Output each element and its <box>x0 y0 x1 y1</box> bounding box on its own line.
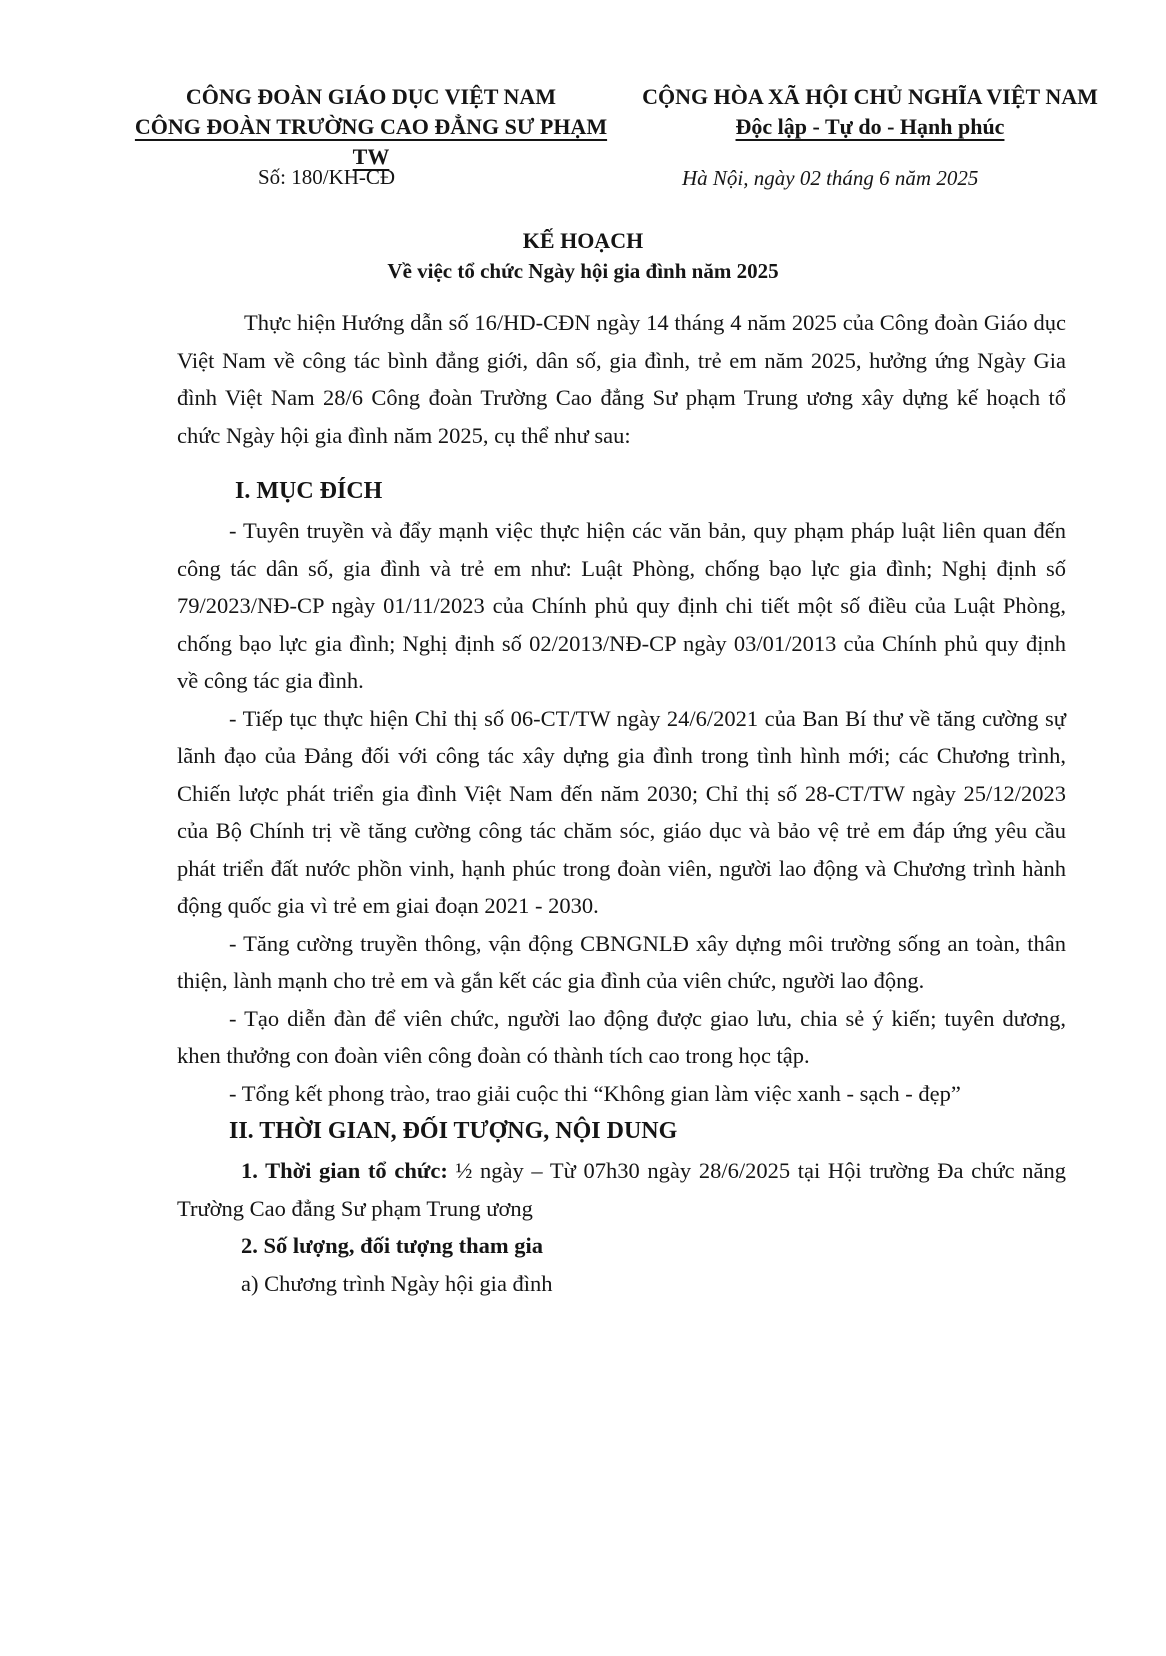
purpose-item-5: - Tổng kết phong trào, trao giải cuộc thi “Không gian làm việc xanh - sạch - đẹp” <box>229 1080 961 1106</box>
section-2-heading: II. THỜI GIAN, ĐỐI TƯỢNG, NỘI DUNG <box>229 1118 678 1144</box>
nation-line-1: CỘNG HÒA XÃ HỘI CHỦ NGHĨA VIỆT NAM <box>642 84 1098 109</box>
place-date: Hà Nội, ngày 02 tháng 6 năm 2025 <box>682 166 979 190</box>
time-text: ½ ngày – Từ 07h30 ngày 28/6/2025 tại Hội trường Đa chức năng Trường Cao đẳng Sư phạm Trung ương <box>177 1158 1066 1221</box>
participants-heading: 2. Số lượng, đối tượng tham gia <box>241 1233 543 1258</box>
org-line-2 <box>115 112 627 172</box>
nation-line-2 <box>640 112 1100 142</box>
section-1-heading: I. MỤC ĐÍCH <box>235 478 383 504</box>
issuing-organization <box>115 82 627 172</box>
participants-item-a: a) Chương trình Ngày hội gia đình <box>241 1270 553 1296</box>
purpose-item-1: - Tuyên truyền và đẩy mạnh việc thực hiện các văn bản, quy phạm pháp luật liên quan đến công tác dân số, gia đình và trẻ em như: Luật Phòng, chống bạo lực gia đình; Nghị định số 79/2023/NĐ-CP ngày 01/11/2023 của Chính phủ quy định chi tiết một số điều của Luật Phòng, chống bạo lực gia đình; Nghị định số 02/2013/NĐ-CP ngày 03/01/2013 của Chính phủ quy định về công tác gia đình. <box>177 518 1066 693</box>
title-subject: Về việc tổ chức Ngày hội gia đình năm 2025 <box>387 259 779 283</box>
document-number: Số: 180/KH-CĐ <box>258 165 396 189</box>
org-line-1: CÔNG ĐOÀN GIÁO DỤC VIỆT NAM <box>185 84 557 109</box>
purpose-item-4: - Tạo diễn đàn để viên chức, người lao động được giao lưu, chia sẻ ý kiến; tuyên dương, khen thưởng con đoàn viên công đoàn có thành tích cao trong học tập. <box>177 1005 1066 1068</box>
document-body <box>177 304 1066 1302</box>
time-paragraph <box>177 1152 1066 1227</box>
title-main: KẾ HOẠCH <box>522 228 644 253</box>
purpose-item-3: - Tăng cường truyền thông, vận động CBNGNLĐ xây dựng môi trường sống an toàn, thân thiện, lành mạnh cho trẻ em và gắn kết các gia đình của viên chức, người lao động. <box>177 930 1066 993</box>
intro-paragraph: Thực hiện Hướng dẫn số 16/HD-CĐN ngày 14 tháng 4 năm 2025 của Công đoàn Giáo dục Việt Nam về công tác bình đẳng giới, dân số, gia đình, trẻ em năm 2025, hưởng ứng Ngày Gia đình Việt Nam 28/6 Công đoàn Trường Cao đẳng Sư phạm Trung ương xây dựng kế hoạch tổ chức Ngày hội gia đình năm 2025, cụ thể như sau: <box>177 310 1066 448</box>
org-line-2-text: CÔNG ĐOÀN TRƯỜNG CAO ĐẲNG SƯ PHẠM TW <box>134 114 608 169</box>
national-motto <box>640 82 1100 142</box>
purpose-item-2: - Tiếp tục thực hiện Chỉ thị số 06-CT/TW ngày 24/6/2021 của Ban Bí thư về tăng cường sự lãnh đạo của Đảng đối với công tác xây dựng gia đình trong tình hình mới; các Chương trình, Chiến lược phát triển gia đình Việt Nam đến năm 2030; Chỉ thị số 28-CT/TW ngày 25/12/2023 của Bộ Chính trị về tăng cường công tác chăm sóc, giáo dục và bảo vệ trẻ em đáp ứng yêu cầu phát triển đất nước phồn vinh, hạnh phúc trong đoàn viên, người lao động và Chương trình hành động quốc gia vì trẻ em giai đoạn 2021 - 2030. <box>177 705 1066 918</box>
motto-text: Độc lập - Tự do - Hạnh phúc <box>735 114 1005 139</box>
time-label: 1. Thời gian tổ chức: <box>241 1158 448 1183</box>
document-title <box>0 226 1166 286</box>
